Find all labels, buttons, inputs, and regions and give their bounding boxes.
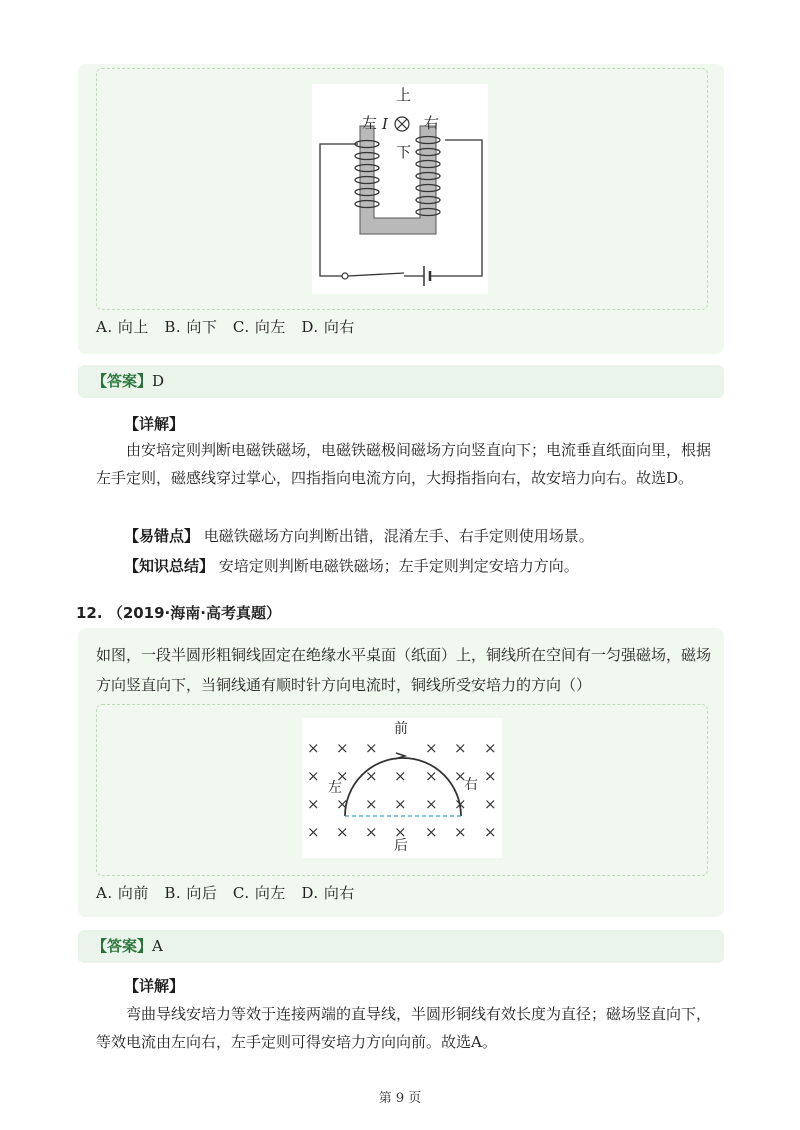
q12-detail-text: 弯曲导线安培力等效于连接两端的直导线，半圆形铜线有效长度为直径；磁场竖直向下，等效电流由左向右，左手定则可得安培力方向向前。故选A。 [96, 1005, 712, 1051]
detail-tag: 【详解】 [124, 415, 185, 433]
label-right: 右 [424, 114, 440, 132]
field-into-page-icon: × [336, 739, 349, 757]
label-down: 下 [396, 143, 412, 161]
q12-options: A. 向前 B. 向后 C. 向左 D. 向右 [96, 884, 355, 902]
switch-pivot [342, 273, 348, 279]
field-into-page-icon: × [307, 767, 320, 785]
summary-tag: 【知识总结】 [124, 557, 215, 575]
field-into-page-icon: × [307, 739, 320, 757]
current-into-page-icon [395, 117, 409, 131]
field-into-page-icon: × [454, 767, 467, 785]
field-into-page-icon: × [454, 795, 467, 813]
switch-lever [348, 273, 404, 276]
field-into-page-icon: × [307, 795, 320, 813]
field-into-page-icon: × [484, 739, 497, 757]
field-into-page-icon: × [454, 739, 467, 757]
semicircle-wire-magnetic-field-diagram [302, 718, 502, 858]
q11-figure [312, 84, 488, 294]
field-into-page-icon: × [394, 823, 407, 841]
q11-answer-bar [78, 365, 724, 398]
field-into-page-icon: × [336, 767, 349, 785]
answer-value: A [152, 937, 163, 955]
q11-mistake-line [124, 522, 594, 550]
label-right: 右 [464, 777, 478, 793]
detail-tag: 【详解】 [124, 977, 185, 995]
field-into-page-icon: × [307, 823, 320, 841]
field-into-page-icon: × [425, 767, 438, 785]
label-current: I [382, 115, 388, 133]
q12-figure [302, 718, 502, 858]
label-up: 上 [396, 86, 412, 104]
q11-summary-line [124, 552, 579, 580]
electromagnet-circuit-diagram [312, 84, 488, 294]
summary-text: 安培定则判断电磁铁磁场；左手定则判定安培力方向。 [218, 557, 579, 575]
field-into-page-icon: × [365, 823, 378, 841]
q12-number: 12. [76, 604, 103, 622]
q12-question-text: 如图，一段半圆形粗铜线固定在绝缘水平桌面（纸面）上，铜线所在空间有一匀强磁场，磁场方向竖直向下，当铜线通有顺时针方向电流时，铜线所受安培力的方向（） [96, 646, 712, 694]
q11-detail-text: 由安培定则判断电磁铁磁场，电磁铁磁极间磁场方向竖直向下；电流垂直纸面向里，根据左手定则，磁感线穿过掌心，四指指向电流方向，大拇指指向右，故安培力向右。故选D。 [96, 441, 712, 487]
q12-answer-bar [78, 930, 724, 963]
field-into-page-icon: × [484, 823, 497, 841]
field-into-page-icon: × [365, 767, 378, 785]
field-into-page-icon: × [484, 767, 497, 785]
label-front: 前 [394, 721, 408, 737]
q11-detail-heading [124, 410, 184, 438]
q11-options: A. 向上 B. 向下 C. 向左 D. 向右 [96, 318, 355, 336]
field-into-page-icon: × [365, 795, 378, 813]
field-into-page-icon: × [365, 739, 378, 757]
answer-label: 【答案】 [92, 937, 153, 955]
field-into-page-icon: × [394, 767, 407, 785]
field-into-page-icon: × [425, 739, 438, 757]
field-into-page-icon: × [336, 823, 349, 841]
mistake-text: 电磁铁磁场方向判断出错，混淆左手、右手定则使用场景。 [203, 527, 594, 545]
field-into-page-icon: × [484, 795, 497, 813]
field-into-page-icon: × [425, 823, 438, 841]
q12-heading [76, 602, 281, 623]
label-back: 后 [394, 838, 408, 854]
mistake-tag: 【易错点】 [124, 527, 200, 545]
q12-detail-heading [124, 972, 184, 1000]
field-into-page-icon: × [454, 823, 467, 841]
answer-value: D [152, 372, 165, 390]
field-into-page-icon: × [336, 795, 349, 813]
field-into-page-icon: × [394, 795, 407, 813]
label-left: 左 [362, 114, 378, 132]
q12-source: （2019·海南·高考真题） [107, 604, 281, 622]
label-left: 左 [328, 780, 342, 796]
answer-label: 【答案】 [92, 372, 153, 390]
page-number: 第 9 页 [378, 1091, 422, 1106]
field-into-page-icon: × [425, 795, 438, 813]
